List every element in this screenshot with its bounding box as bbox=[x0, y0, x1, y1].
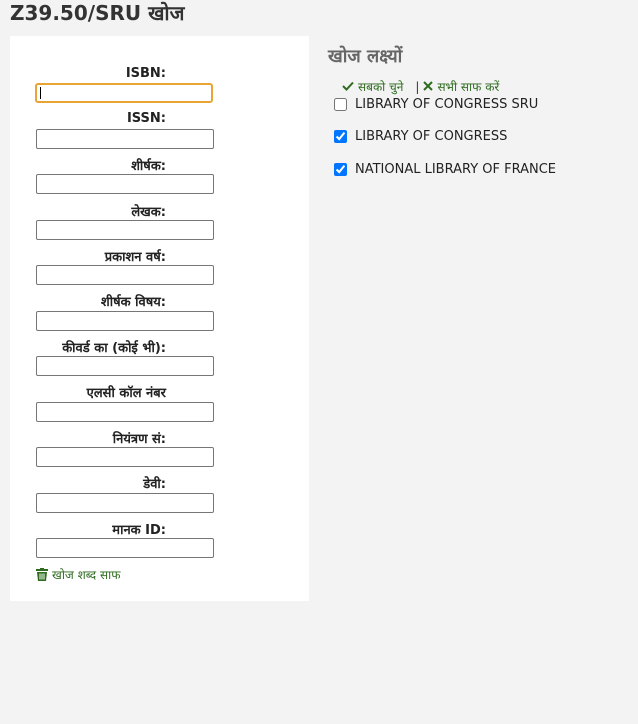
standard-id-label: मानक ID: bbox=[112, 523, 166, 538]
text-caret bbox=[40, 87, 41, 99]
clear-all-label: सभी साफ करें bbox=[437, 80, 500, 94]
issn-label: ISSN: bbox=[126, 111, 166, 126]
dewey-input[interactable] bbox=[36, 493, 214, 513]
title-label: शीर्षक: bbox=[131, 159, 166, 174]
publication-year-label: प्रकाशन वर्ष: bbox=[104, 250, 166, 265]
control-number-label: नियंत्रण सं: bbox=[112, 432, 166, 447]
lc-call-number-label: एलसी कॉल नंबर bbox=[86, 386, 166, 401]
target-checkbox-loc[interactable] bbox=[334, 130, 347, 143]
target-item[interactable] bbox=[333, 129, 507, 144]
isbn-input[interactable] bbox=[35, 83, 213, 103]
author-input[interactable] bbox=[36, 220, 214, 240]
select-all-link[interactable] bbox=[342, 78, 403, 95]
select-all-label: सबको चुने bbox=[358, 80, 404, 94]
title-input[interactable] bbox=[36, 174, 214, 194]
clear-all-link[interactable] bbox=[423, 78, 499, 95]
search-form-panel bbox=[10, 36, 309, 601]
lc-call-number-input[interactable] bbox=[36, 402, 214, 422]
target-label: LIBRARY OF CONGRESS SRU bbox=[355, 97, 539, 112]
close-icon bbox=[423, 80, 433, 94]
clear-search-terms-link[interactable] bbox=[36, 566, 120, 583]
trash-icon bbox=[36, 568, 48, 581]
target-label: LIBRARY OF CONGRESS bbox=[355, 129, 508, 144]
control-number-input[interactable] bbox=[36, 447, 214, 467]
standard-id-input[interactable] bbox=[36, 538, 214, 558]
page-title: Z39.50/SRU खोज bbox=[10, 1, 185, 25]
target-checkbox-bnf[interactable] bbox=[334, 163, 347, 176]
keyword-input[interactable] bbox=[36, 356, 214, 376]
publication-year-input[interactable] bbox=[36, 265, 214, 285]
search-targets-title: खोज लक्ष्यों bbox=[328, 46, 403, 67]
target-item[interactable] bbox=[333, 162, 556, 177]
target-item[interactable] bbox=[333, 97, 538, 112]
author-label: लेखक: bbox=[131, 205, 166, 220]
keyword-label: कीवर्ड का (कोई भी): bbox=[62, 341, 166, 356]
separator: | bbox=[415, 79, 420, 94]
subject-label: शीर्षक विषय: bbox=[100, 295, 166, 310]
check-icon bbox=[342, 80, 354, 94]
subject-input[interactable] bbox=[36, 311, 214, 331]
dewey-label: डेवी: bbox=[143, 477, 166, 492]
clear-search-terms-label: खोज शब्द साफ bbox=[52, 568, 121, 582]
target-selection-controls bbox=[342, 78, 499, 95]
target-label: NATIONAL LIBRARY OF FRANCE bbox=[355, 162, 557, 177]
isbn-label: ISBN: bbox=[125, 66, 166, 81]
target-checkbox-loc-sru[interactable] bbox=[334, 98, 347, 111]
issn-input[interactable] bbox=[36, 129, 214, 149]
